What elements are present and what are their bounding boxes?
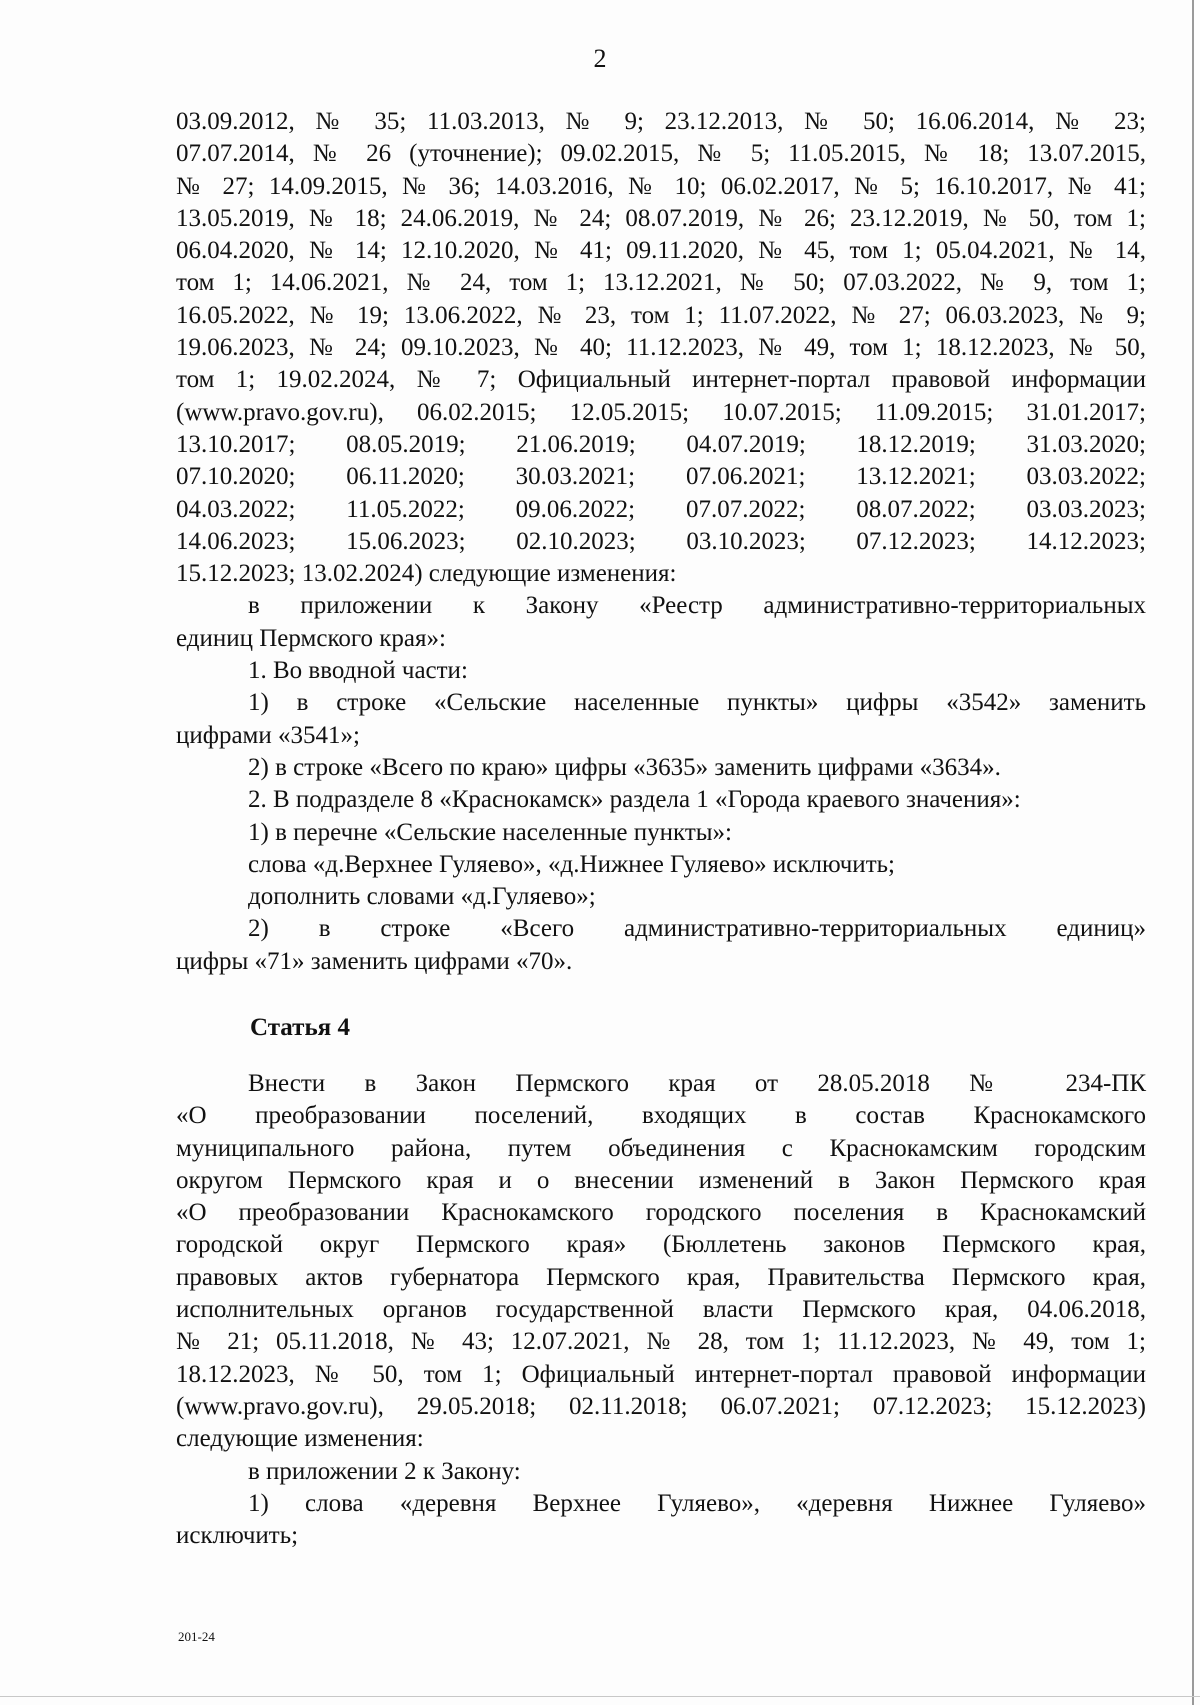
text-line: 07.07.2014, № 26 (уточнение); 09.02.2015, № 5; 11.05.2015, № 18; 13.07.2015, [176,140,1146,168]
text-line: 16.05.2022, № 19; 13.06.2022, № 23, том 1; 11.07.2022, № 27; 06.03.2023, № 9; [176,301,1146,329]
text-line: муниципального района, путем объединения с Краснокамским городским [176,1134,1146,1162]
text-line: следующие изменения: [176,1425,424,1453]
text-line: исключить; [176,1522,299,1550]
text-line: 2) в строке «Всего административно-территориальных единиц» [248,915,1146,943]
text-line: № 27; 14.09.2015, № 36; 14.03.2016, № 10; 06.02.2017, № 5; 16.10.2017, № 41; [176,172,1146,200]
text-line: «О преобразовании поселений, входящих в состав Краснокамского [176,1102,1146,1130]
text-line: 03.09.2012, № 35; 11.03.2013, № 9; 23.12.2013, № 50; 16.06.2014, № 23; [176,108,1146,135]
text-line: 18.12.2023, № 50, том 1; Официальный интернет-портал правовой информации [176,1360,1146,1388]
text-line: 1) в строке «Сельские населенные пункты» цифры «3542» заменить [248,689,1146,717]
text-line: 15.12.2023; 13.02.2024) следующие изменения: [176,560,677,588]
text-line: том 1; 14.06.2021, № 24, том 1; 13.12.2021, № 50; 07.03.2022, № 9, том 1; [176,269,1146,297]
text-line: правовых актов губернатора Пермского края, Правительства Пермского края, [176,1263,1146,1291]
text-line: Внести в Закон Пермского края от 28.05.2018 № 234-ПК [248,1070,1146,1097]
text-line: округом Пермского края и о внесении изменений в Закон Пермского края [176,1166,1146,1194]
text-line: 13.05.2019, № 18; 24.06.2019, № 24; 08.07.2019, № 26; 23.12.2019, № 50, том 1; [176,204,1146,232]
text-line: единиц Пермского края»: [176,624,446,652]
text-line: 04.03.2022; 11.05.2022; 09.06.2022; 07.07.2022; 08.07.2022; 03.03.2023; [176,495,1146,523]
body-text-block-1 [176,106,1146,978]
text-line: (www.pravo.gov.ru), 29.05.2018; 02.11.2018; 06.07.2021; 07.12.2023; 15.12.2023) [176,1392,1146,1420]
text-line: «О преобразовании Краснокамского городского поселения в Краснокамский [176,1199,1146,1227]
text-line: 2. В подразделе 8 «Краснокамск» раздела 1 «Города краевого значения»: [248,786,1021,814]
text-line: исполнительных органов государственной власти Пермского края, 04.06.2018, [176,1296,1146,1324]
text-line: слова «д.Верхнее Гуляево», «д.Нижнее Гуляево» исключить; [248,850,895,878]
text-line: цифрами «3541»; [176,721,360,749]
text-line: цифры «71» заменить цифрами «70». [176,947,573,975]
text-line: 07.10.2020; 06.11.2020; 30.03.2021; 07.06.2021; 13.12.2021; 03.03.2022; [176,463,1146,491]
body-text-block-2 [176,1068,1146,1552]
page-edge-shadow [1192,0,1194,1705]
text-line: 14.06.2023; 15.06.2023; 02.10.2023; 03.10.2023; 07.12.2023; 14.12.2023; [176,527,1146,555]
article-heading: Статья 4 [250,1014,350,1041]
text-line: 1) слова «деревня Верхнее Гуляево», «деревня Нижнее Гуляево» [248,1489,1146,1517]
text-line: городской округ Пермского края» (Бюллетень законов Пермского края, [176,1231,1146,1259]
text-line: 13.10.2017; 08.05.2019; 21.06.2019; 04.07.2019; 18.12.2019; 31.03.2020; [176,430,1146,458]
text-line: (www.pravo.gov.ru), 06.02.2015; 12.05.2015; 10.07.2015; 11.09.2015; 31.01.2017; [176,398,1146,426]
text-line: 06.04.2020, № 14; 12.10.2020, № 41; 09.11.2020, № 45, том 1; 05.04.2021, № 14, [176,237,1146,265]
document-code: 201-24 [178,1629,215,1644]
text-line: в приложении 2 к Закону: [248,1457,521,1485]
text-line: № 21; 05.11.2018, № 43; 12.07.2021, № 28, том 1; 11.12.2023, № 49, том 1; [176,1328,1146,1356]
text-line: 1) в перечне «Сельские населенные пункты»: [248,818,732,846]
text-line: в приложении к Закону «Реестр административно-территориальных [248,592,1146,620]
text-line: дополнить словами «д.Гуляево»; [248,883,596,911]
text-line: 19.06.2023, № 24; 09.10.2023, № 40; 11.12.2023, № 49, том 1; 18.12.2023, № 50, [176,334,1146,362]
text-line: 2) в строке «Всего по краю» цифры «3635» заменить цифрами «3634». [248,753,1001,781]
text-line: 1. Во вводной части: [248,657,468,685]
page-number: 2 [593,44,607,73]
text-line: том 1; 19.02.2024, № 7; Официальный интернет-портал правовой информации [176,366,1146,394]
page-bottom-edge [0,1696,1200,1697]
